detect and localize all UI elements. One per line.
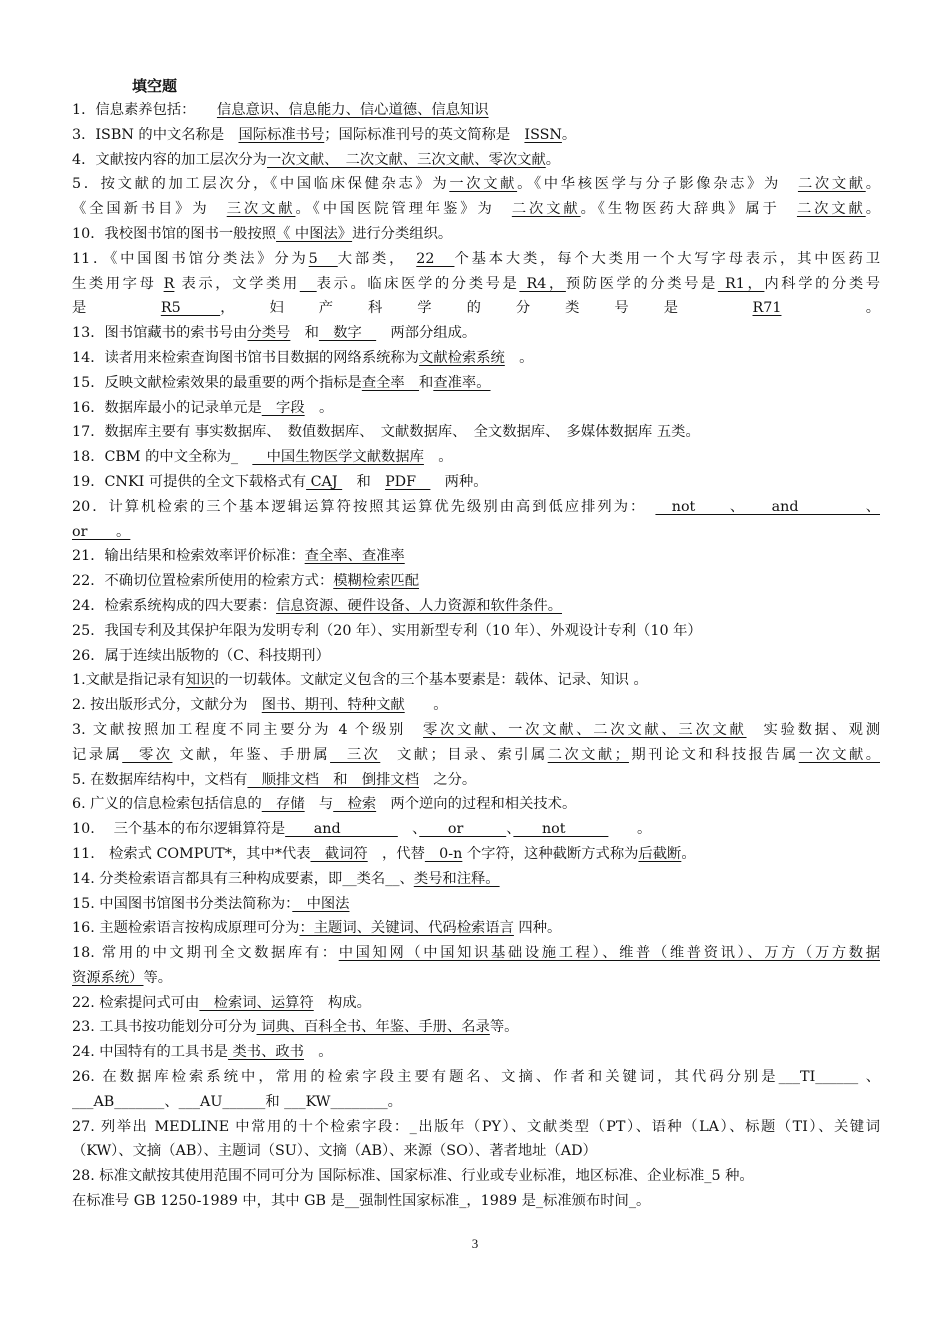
question-text: 16．数据库最小的记录单元是 xyxy=(72,399,262,416)
question-text: 实验数据、观测 xyxy=(746,721,880,738)
question-text: 。 xyxy=(303,1044,333,1061)
answer-text: 《 中图法》 xyxy=(276,225,353,242)
question-text: 22．不确切位置检索所使用的检索方式： xyxy=(72,573,334,590)
answer-text: 图书、期刊、特种文献 xyxy=(261,697,405,714)
answer-text: 截词符 xyxy=(310,845,368,862)
question-text: 17．数据库主要有 事实数据库、 数值数据库、 文献数据库、 全文数据库、 多媒体数据库 五类。 xyxy=(72,424,700,441)
question-text: 内科学的分类号 xyxy=(764,275,880,292)
question-text: 记录属 xyxy=(72,746,123,763)
question-text: 5. 在数据库结构中，文档有 xyxy=(72,771,248,788)
question-line xyxy=(72,321,880,346)
question-text: 1.文献是指记录有 xyxy=(72,672,186,689)
question-text: 进行分类组织。 xyxy=(352,225,453,242)
question-line xyxy=(72,991,880,1016)
answer-text: PDF xyxy=(385,473,431,490)
answer-text: 二次文献 xyxy=(511,201,581,218)
question-text: 。 xyxy=(561,126,577,143)
question-line xyxy=(72,916,880,941)
question-text: 。 xyxy=(545,151,561,168)
question-text: 4．文献按内容的加工层次分为 xyxy=(72,151,267,168)
question-text: 10．我校图书馆的图书一般按照 xyxy=(72,225,277,242)
question-text: 16. 主题检索语言按构成原理可分为 xyxy=(72,920,300,937)
question-text: 24．检索系统构成的四大要素： xyxy=(72,597,277,614)
answer-text: 国际标准书号 xyxy=(238,126,325,143)
answer-text: 二次文献 xyxy=(796,201,866,218)
answer-text: 模糊检索匹配 xyxy=(333,573,420,590)
answer-text: 顺排文档 和 倒排文档 xyxy=(247,771,420,788)
question-text: 预防医学的分类号是 xyxy=(565,275,718,292)
question-line xyxy=(72,1065,880,1090)
question-text: 。 xyxy=(865,201,880,218)
question-text: 。 xyxy=(865,176,880,193)
question-text: 之分。 xyxy=(419,771,477,788)
question-line xyxy=(72,693,880,718)
question-text: 20．计算机检索的三个基本逻辑运算符按照其运算优先级别由高到低应排列为： xyxy=(72,498,656,515)
question-text: 13．图书馆藏书的索书号由 xyxy=(72,325,248,342)
answer-text: 字段 xyxy=(261,399,305,416)
answer-text: 中国知网（中国知识基础设施工程）、维普（维普资讯）、万方（万方数据 xyxy=(338,945,880,962)
answer-text: 查准率。 xyxy=(433,374,491,391)
question-text: 24. 中国特有的工具书是 xyxy=(72,1044,228,1061)
question-text: 等。 xyxy=(489,1019,519,1036)
answer-text: 分类号 xyxy=(247,325,291,342)
question-text: 与 xyxy=(304,796,334,813)
question-text: 和 xyxy=(342,473,386,490)
question-line xyxy=(72,371,880,396)
question-text: 。《中国医院管理年鉴》为 xyxy=(295,201,512,218)
question-line xyxy=(72,346,880,371)
question-text: 两个逆向的过程和相关技术。 xyxy=(376,796,577,813)
question-line xyxy=(72,941,880,966)
answer-text: 存储 xyxy=(261,796,305,813)
answer-text: 一次文献 xyxy=(449,176,518,193)
question-text: 在标准号 GB 1250-1989 中，其中 GB 是__强制性国家标准_，1989 是_标准颁布时间_。 xyxy=(72,1193,651,1210)
question-text: （KW）、文摘（AB）、主题词（SU）、文摘（AB）、来源（SO）、著者地址（AD） xyxy=(72,1143,597,1160)
answer-text: or 。 xyxy=(72,523,131,540)
question-line xyxy=(72,668,880,693)
question-line xyxy=(72,1139,880,1164)
answer-text: 5 xyxy=(308,250,338,267)
question-text: 26．属于连续出版物的（C、科技期刊） xyxy=(72,647,330,664)
answer-text: 三次 xyxy=(330,746,381,763)
question-text: 表示。临床医学的分类号是 xyxy=(316,275,520,292)
answer-text: 三次文献 xyxy=(226,201,296,218)
question-line xyxy=(72,123,880,148)
question-text: 27. 列举出 MEDLINE 中常用的十个检索字段：_出版年（PY）、文献类型（PT）、语种（LA）、标题（TI）、关键词 xyxy=(72,1118,880,1135)
answer-text: R5 xyxy=(160,300,221,317)
answer-text: 词典、百科全书、年鉴、手册、名录 xyxy=(256,1019,490,1036)
answer-text: 一次文献、 二次文献、三次文献、零次文献 xyxy=(266,151,546,168)
answer-text: CAJ xyxy=(306,473,343,490)
question-text: 。《生物医药大辞典》属于 xyxy=(580,201,797,218)
question-line xyxy=(72,296,880,321)
question-text: 2. 按出版形式分，文献分为 xyxy=(72,697,262,714)
answer-text: 信息意识、信息能力、信心道德、信息知识 xyxy=(216,102,489,118)
question-text: 15. 中国图书馆图书分类法简称为： xyxy=(72,895,293,912)
question-list xyxy=(72,98,880,1214)
question-text: 11. 检索式 COMPUT*，其中*代表 xyxy=(72,845,311,862)
question-text: 6. 广义的信息检索包括信息的 xyxy=(72,796,262,813)
question-line xyxy=(72,470,880,495)
question-text: 两部分组成。 xyxy=(376,325,477,342)
question-line xyxy=(72,148,880,173)
question-line xyxy=(72,247,880,272)
question-text: 18．CBM 的中文全称为_ xyxy=(72,449,253,466)
question-text: 大部类， xyxy=(337,250,417,267)
question-text: 两种。 xyxy=(430,473,488,490)
question-line xyxy=(72,272,880,297)
answer-text: R1， xyxy=(717,275,765,292)
question-text: 文献；目录、索引属 xyxy=(380,746,548,763)
question-line xyxy=(72,172,880,197)
question-text: 和 xyxy=(419,374,434,391)
answer-text: 类书、政书 xyxy=(227,1044,304,1061)
question-text: ，代替 xyxy=(367,845,425,862)
section-title: 填空题 xyxy=(132,77,178,95)
answer-text: 0-n xyxy=(424,845,463,862)
question-text: 28. 标准文献按其使用范围不同可分为 国际标准、国家标准、行业或专业标准，地区标准、企业标准_5 种。 xyxy=(72,1168,754,1185)
answer-text: 零次文献、一次文献、二次文献、三次文献 xyxy=(423,721,747,738)
answer-text: or xyxy=(419,821,507,838)
question-text: 19．CNKI 可提供的全文下载格式有 xyxy=(72,473,307,490)
answer-text xyxy=(300,276,317,292)
answer-text: ：主题词、关键词、代码检索语言 xyxy=(299,920,514,937)
question-text: 14. 分类检索语言都具有三种构成要素，即__类名__、 xyxy=(72,870,414,887)
question-line xyxy=(72,644,880,669)
question-line xyxy=(72,817,880,842)
question-text: 22. 检索提问式可由 xyxy=(72,994,200,1011)
question-line xyxy=(72,495,880,520)
question-text: 是 xyxy=(72,300,161,317)
page-number: 3 xyxy=(471,1236,479,1251)
question-line xyxy=(72,966,880,991)
question-line xyxy=(72,544,880,569)
question-text: 《全国新书目》为 xyxy=(72,201,227,218)
question-text: 。 xyxy=(404,697,448,714)
question-text: 25．我国专利及其保护年限为发明专利（20 年）、实用新型专利（10 年）、外观设计专利（10 年） xyxy=(72,622,702,639)
question-text: 1．信息素养包括： xyxy=(72,102,217,118)
question-text: 21．输出结果和检索效率评价标准： xyxy=(72,548,305,565)
answer-text: 资源系统） xyxy=(72,969,144,986)
answer-text: 检索 xyxy=(333,796,377,813)
question-text: 5．按文献的加工层次分，《中国临床保健杂志》为 xyxy=(72,176,450,193)
question-text: 。 xyxy=(781,300,880,317)
question-line xyxy=(72,743,880,768)
question-line xyxy=(72,892,880,917)
question-line xyxy=(72,396,880,421)
question-text: 11．《中国图书馆分类法》分为 xyxy=(72,250,309,267)
question-text: 生类用字母 xyxy=(72,275,164,292)
question-text: 23. 工具书按功能划分可分为 xyxy=(72,1019,257,1036)
answer-text: 后截断 xyxy=(638,845,682,862)
answer-text: 类号和注释。 xyxy=(413,870,500,887)
answer-text: 零次 xyxy=(122,746,173,763)
answer-text: 检索词、运算符 xyxy=(199,994,314,1011)
question-text: 的一切载体。文献定义包含的三个基本要素是：载体、记录、知识 。 xyxy=(214,672,648,689)
answer-text: 查全率 xyxy=(361,374,420,391)
question-text: 表示，文学类用 xyxy=(174,275,300,292)
question-text: 。 xyxy=(504,349,534,366)
question-text: 14．读者用来检索查询图书馆书目数据的网络系统称为 xyxy=(72,349,420,366)
question-text: 期刊论文和科技报告属 xyxy=(628,746,799,763)
question-text: 四种。 xyxy=(513,920,562,937)
question-text: 15．反映文献检索效果的最重要的两个指标是 xyxy=(72,374,362,391)
question-line xyxy=(72,718,880,743)
question-text: 、 xyxy=(506,821,514,838)
question-text: 个字符，这种截断方式称为 xyxy=(462,845,639,862)
question-text: 等。 xyxy=(143,969,173,986)
answer-text: R4， xyxy=(519,275,566,292)
answer-text: 知识 xyxy=(185,672,215,689)
question-line xyxy=(72,197,880,222)
answer-text: 二次文献； xyxy=(547,746,629,763)
question-text: 。《中华核医学与分子影像杂志》为 xyxy=(517,176,798,193)
question-line xyxy=(72,98,880,123)
question-line xyxy=(72,1040,880,1065)
question-text: 。 xyxy=(608,821,652,838)
answer-text: 中图法 xyxy=(292,895,350,912)
answer-text: R71 xyxy=(752,300,782,317)
question-text: 。 xyxy=(304,399,334,416)
question-line xyxy=(72,420,880,445)
question-text: 和 xyxy=(290,325,319,342)
answer-text: ISSN xyxy=(524,126,562,143)
question-text: 、 xyxy=(397,821,420,838)
answer-text: 文献检索系统 xyxy=(419,349,505,366)
answer-text: 二次文献 xyxy=(797,176,866,193)
question-text: 构成。 xyxy=(313,994,371,1011)
question-line xyxy=(72,594,880,619)
question-line xyxy=(72,867,880,892)
question-text: 文献，年鉴、手册属 xyxy=(172,746,331,763)
question-line xyxy=(72,619,880,644)
question-line xyxy=(72,569,880,594)
answer-text: not xyxy=(513,821,609,838)
question-text: 个基本大类，每个大类用一个大写字母表示，其中医药卫 xyxy=(454,250,880,267)
question-line xyxy=(72,222,880,247)
answer-text: not 、 and 、 xyxy=(655,498,880,515)
question-line xyxy=(72,842,880,867)
question-line xyxy=(72,445,880,470)
question-text: ；国际标准刊号的英文简称是 xyxy=(324,126,525,143)
answer-text: and xyxy=(285,821,398,838)
question-line xyxy=(72,768,880,793)
question-line xyxy=(72,520,880,545)
question-text: ，妇产科学的分类号是 xyxy=(220,300,753,317)
document-page xyxy=(72,74,880,1214)
question-text: 26. 在数据库检索系统中，常用的检索字段主要有题名、文摘、作者和关键词，其代码分别是___TI______ 、 xyxy=(72,1069,880,1086)
question-text: 18. 常用的中文期刊全文数据库有： xyxy=(72,945,339,962)
question-text: 。 xyxy=(423,449,453,466)
answer-text: 信息资源、硬件设备、人力资源和软件条件。 xyxy=(276,597,562,614)
question-line xyxy=(72,1090,880,1115)
question-line xyxy=(72,1015,880,1040)
answer-text: 中国生物医学文献数据库 xyxy=(252,449,424,466)
answer-text: 一次文献。 xyxy=(798,746,880,763)
question-line xyxy=(72,1164,880,1189)
question-text: 3. 文献按照加工程度不同主要分为 4 个级别 xyxy=(72,721,424,738)
question-text: 。 xyxy=(681,845,696,862)
answer-text: R xyxy=(163,275,175,292)
question-text: ___AB_______、___AU______和 ___KW________。 xyxy=(72,1093,402,1110)
question-line xyxy=(72,792,880,817)
question-text: 10. 三个基本的布尔逻辑算符是 xyxy=(72,821,286,838)
question-line xyxy=(72,1115,880,1140)
question-text: 3．ISBN 的中文名称是 xyxy=(72,126,239,143)
question-line xyxy=(72,1189,880,1214)
answer-text: 22 xyxy=(416,250,455,267)
answer-text: 查全率、查准率 xyxy=(304,548,405,565)
answer-text: 数字 xyxy=(318,325,377,342)
